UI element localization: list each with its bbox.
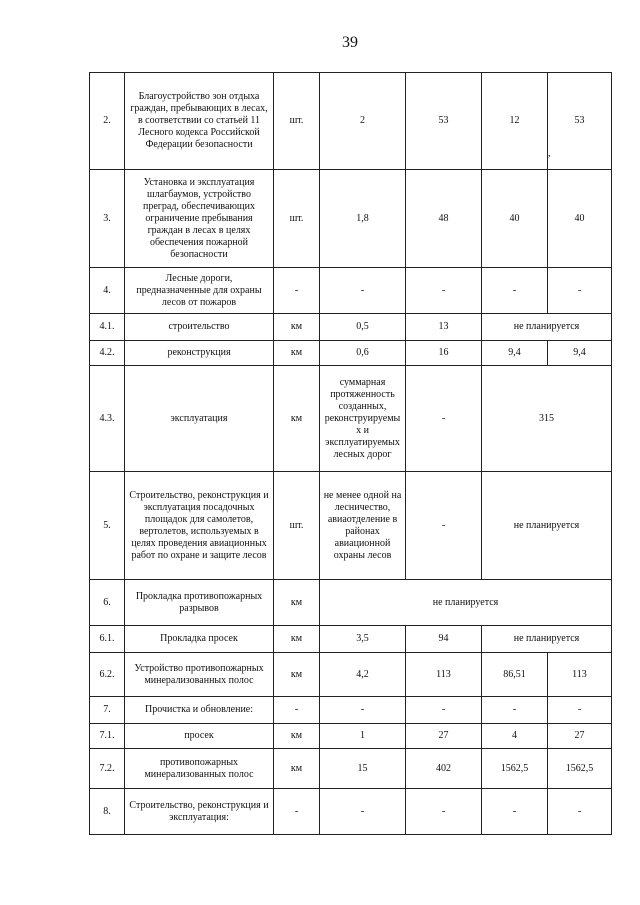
row-unit: -	[274, 268, 320, 314]
table-row	[90, 653, 612, 697]
row-number: 6.	[90, 580, 125, 626]
table-row	[90, 626, 612, 653]
row-name: Строительство, реконструкция и эксплуатация:	[125, 789, 274, 835]
row-value-4: -	[548, 697, 612, 724]
row-number: 4.3.	[90, 366, 125, 472]
row-unit: -	[274, 789, 320, 835]
row-value-4: 27	[548, 724, 612, 749]
page-number: 39	[342, 34, 358, 51]
row-number: 3.	[90, 170, 125, 268]
table-row	[90, 268, 612, 314]
row-value-4: 53	[548, 73, 612, 170]
row-unit: шт.	[274, 472, 320, 580]
row-unit: км	[274, 724, 320, 749]
row-value-1: -	[320, 268, 406, 314]
row-value-1: не менее одной на лесничество, авиаотделение в районах авиационной охраны лесов	[320, 472, 406, 580]
table-row	[90, 341, 612, 366]
row-unit: км	[274, 341, 320, 366]
row-value-3: 12	[482, 73, 548, 170]
row-value-1: 15	[320, 749, 406, 789]
row-value-2: 402	[406, 749, 482, 789]
row-number: 5.	[90, 472, 125, 580]
row-number: 7.2.	[90, 749, 125, 789]
row-value-1: 1,8	[320, 170, 406, 268]
row-value-3: 1562,5	[482, 749, 548, 789]
table-row	[90, 170, 612, 268]
row-number: 4.2.	[90, 341, 125, 366]
table-row	[90, 749, 612, 789]
row-number: 4.1.	[90, 314, 125, 341]
row-value-1: суммарная протяженность созданных, реконструируемых и эксплуатируемых лесных дорог	[320, 366, 406, 472]
row-value-2: -	[406, 697, 482, 724]
row-value-2: 13	[406, 314, 482, 341]
row-name: противопожарных минерализованных полос	[125, 749, 274, 789]
row-number: 8.	[90, 789, 125, 835]
row-value-4: 40	[548, 170, 612, 268]
row-value-2: 27	[406, 724, 482, 749]
row-value-2: 48	[406, 170, 482, 268]
row-value-2: 113	[406, 653, 482, 697]
row-number: 6.1.	[90, 626, 125, 653]
row-name: реконструкция	[125, 341, 274, 366]
row-name: Прокладка противопожарных разрывов	[125, 580, 274, 626]
table-row	[90, 472, 612, 580]
row-number: 2.	[90, 73, 125, 170]
row-unit: шт.	[274, 73, 320, 170]
row-value-4: 9,4	[548, 341, 612, 366]
row-name: Строительство, реконструкция и эксплуатация посадочных площадок для самолетов, вертолетов, используемых в целях проведения авиационных работ по охране и защите лесов	[125, 472, 274, 580]
row-value-3: -	[482, 268, 548, 314]
row-unit: км	[274, 314, 320, 341]
row-name: Лесные дороги, предназначенные для охраны лесов от пожаров	[125, 268, 274, 314]
row-value-4: -	[548, 789, 612, 835]
row-value-1: 2	[320, 73, 406, 170]
row-value-2: -	[406, 472, 482, 580]
row-value-2: -	[406, 268, 482, 314]
table-row	[90, 724, 612, 749]
row-unit: км	[274, 749, 320, 789]
row-value-1: -	[320, 789, 406, 835]
row-merged-value: не планируется	[482, 472, 612, 580]
row-unit: км	[274, 366, 320, 472]
row-value-2: 94	[406, 626, 482, 653]
row-unit: км	[274, 580, 320, 626]
row-value-3: -	[482, 697, 548, 724]
row-name: просек	[125, 724, 274, 749]
row-merged-value: не планируется	[320, 580, 612, 626]
row-number: 7.1.	[90, 724, 125, 749]
row-name: Прокладка просек	[125, 626, 274, 653]
row-unit: км	[274, 653, 320, 697]
row-value-1: 3,5	[320, 626, 406, 653]
row-value-1: -	[320, 697, 406, 724]
table-row	[90, 580, 612, 626]
row-value-2: -	[406, 366, 482, 472]
row-merged-value: не планируется	[482, 314, 612, 341]
row-value-1: 4,2	[320, 653, 406, 697]
row-unit: км	[274, 626, 320, 653]
row-value-1: 0,5	[320, 314, 406, 341]
table-row	[90, 314, 612, 341]
table-row	[90, 697, 612, 724]
row-merged-value: не планируется	[482, 626, 612, 653]
row-unit: -	[274, 697, 320, 724]
row-name: Благоустройство зон отдыха граждан, пребывающих в лесах, в соответствии со статьей 11 Лесного кодекса Российской Федерации безопасности	[125, 73, 274, 170]
row-value-1: 1	[320, 724, 406, 749]
row-unit: шт.	[274, 170, 320, 268]
row-number: 4.	[90, 268, 125, 314]
row-name: строительство	[125, 314, 274, 341]
row-value-4: 113	[548, 653, 612, 697]
row-number: 6.2.	[90, 653, 125, 697]
row-value-3: 40	[482, 170, 548, 268]
table-row	[90, 789, 612, 835]
table-row	[90, 73, 612, 170]
row-name: эксплуатация	[125, 366, 274, 472]
row-name: Устройство противопожарных минерализованных полос	[125, 653, 274, 697]
row-merged-value: 315	[482, 366, 612, 472]
stray-mark: ,	[548, 148, 551, 159]
row-number: 7.	[90, 697, 125, 724]
row-value-2: -	[406, 789, 482, 835]
row-name: Прочистка и обновление:	[125, 697, 274, 724]
forest-fire-measures-table	[89, 72, 612, 835]
row-value-4: 1562,5	[548, 749, 612, 789]
row-value-3: 9,4	[482, 341, 548, 366]
row-value-3: 4	[482, 724, 548, 749]
row-value-4: -	[548, 268, 612, 314]
row-name: Установка и эксплуатация шлагбаумов, устройство преград, обеспечивающих ограничение пребывания граждан в лесах в целях обеспечения пожарной безопасности	[125, 170, 274, 268]
row-value-2: 16	[406, 341, 482, 366]
row-value-2: 53	[406, 73, 482, 170]
table-row	[90, 366, 612, 472]
row-value-3: 86,51	[482, 653, 548, 697]
row-value-3: -	[482, 789, 548, 835]
row-value-1: 0,6	[320, 341, 406, 366]
